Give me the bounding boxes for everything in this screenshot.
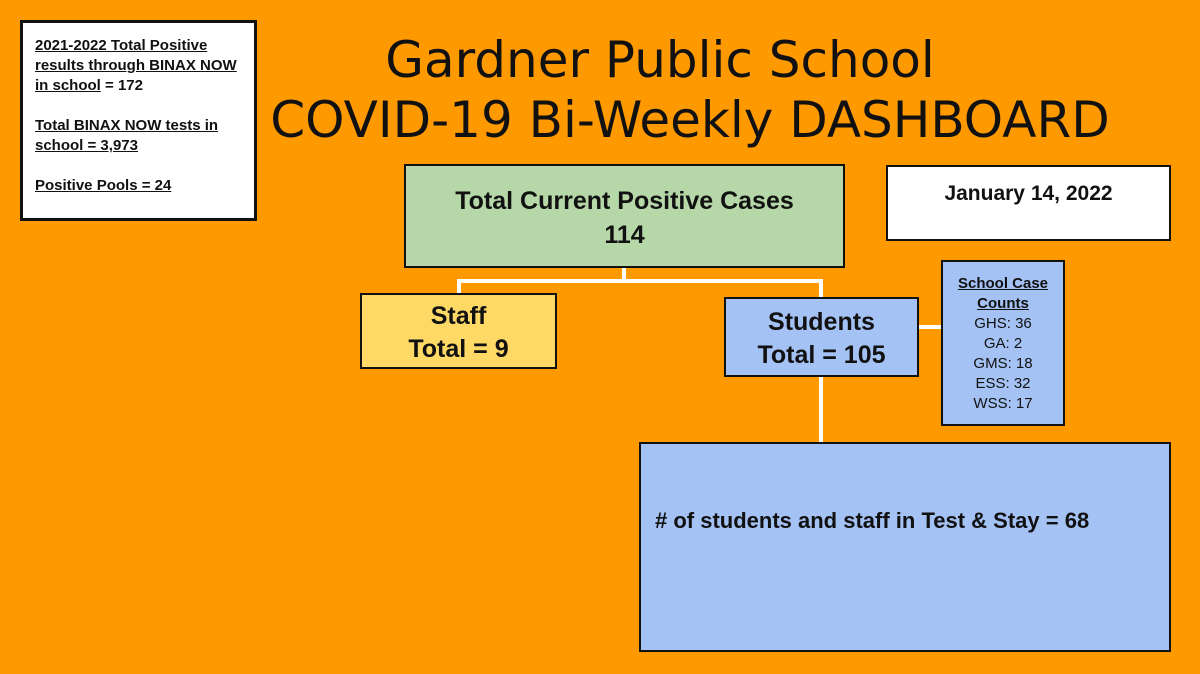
binax-positive-stat <box>35 36 254 96</box>
connector-students <box>819 279 823 298</box>
school-case-counts-box <box>941 260 1065 426</box>
positive-pools-stat <box>35 176 254 196</box>
school-count-ga: GA: 2 <box>983 335 1023 352</box>
school-count-ess: ESS: 32 <box>975 375 1031 392</box>
title-line-1: Gardner Public School <box>385 31 935 89</box>
students-box <box>724 297 919 377</box>
connector-students-teststay <box>819 377 823 443</box>
school-count-wss: WSS: 17 <box>973 395 1033 412</box>
binax-positive-value: = 172 <box>100 77 143 94</box>
staff-label: Staff <box>430 302 487 330</box>
school-count-ghs: GHS: 36 <box>974 315 1032 332</box>
connector-staff <box>457 279 461 294</box>
title-line-2: COVID-19 Bi-Weekly DASHBOARD <box>270 91 1110 149</box>
school-case-counts-header: School Case Counts <box>957 275 1049 312</box>
page-title <box>250 30 1130 150</box>
test-and-stay-count: # of students and staff in Test & Stay = 68 <box>655 508 1090 533</box>
total-cases-box <box>404 164 845 268</box>
students-total: Total = 105 <box>757 341 886 369</box>
total-cases-value: 114 <box>604 221 645 249</box>
binax-tests-stat <box>35 116 254 156</box>
binax-tests-label: Total BINAX NOW tests in school = 3,973 <box>35 117 219 154</box>
total-cases-label: Total Current Positive Cases <box>455 187 794 215</box>
school-count-gms: GMS: 18 <box>973 355 1033 372</box>
students-label: Students <box>768 308 875 336</box>
report-date: January 14, 2022 <box>944 182 1113 205</box>
binax-positive-label: 2021-2022 Total Positive results through BINAX NOW in school <box>35 37 237 94</box>
connector-students-schools <box>919 325 941 329</box>
test-and-stay-box <box>639 442 1171 652</box>
date-box <box>886 165 1171 241</box>
connector-horizontal <box>457 279 823 283</box>
staff-total: Total = 9 <box>408 335 509 363</box>
staff-box <box>360 293 557 369</box>
binax-stats-panel <box>20 20 257 221</box>
positive-pools-label: Positive Pools = 24 <box>35 177 172 194</box>
